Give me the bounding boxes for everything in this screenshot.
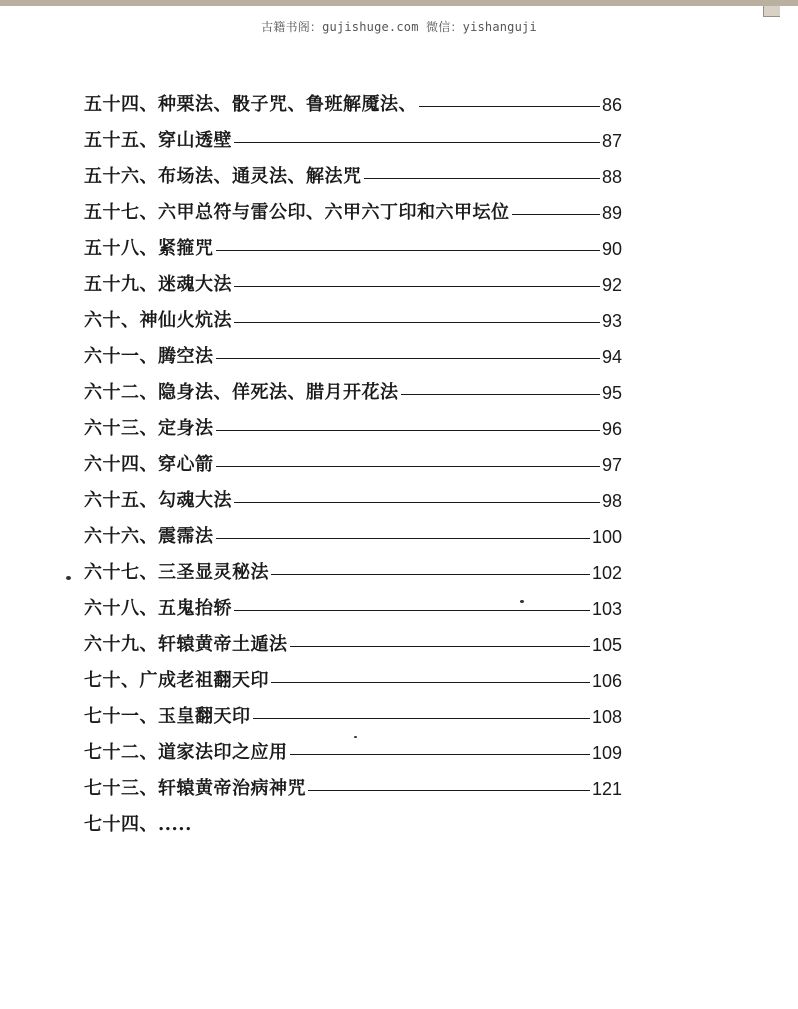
toc-entry-title: 七十四、.....	[84, 814, 192, 835]
toc-page-number: 93	[601, 311, 622, 331]
toc-leader-line	[234, 610, 590, 611]
toc-entry	[84, 260, 622, 296]
scan-top-edge	[0, 0, 798, 6]
toc-entry	[84, 116, 622, 152]
toc-leader-line	[290, 646, 590, 647]
toc-entry-title: 七十一、玉皇翻天印	[84, 706, 251, 727]
toc-entry	[84, 152, 622, 188]
toc-page-number: 89	[601, 203, 622, 223]
toc-leader-line	[419, 106, 600, 107]
toc-entry	[84, 404, 622, 440]
toc-leader-line	[290, 754, 590, 755]
toc-leader-line	[234, 502, 600, 503]
toc-leader-line	[512, 214, 600, 215]
toc-entry-title: 六十八、五鬼抬轿	[84, 598, 232, 619]
toc-page-number: 96	[601, 419, 622, 439]
toc-entry-title: 六十九、轩辕黄帝土遁法	[84, 634, 288, 655]
watermark: 古籍书阁：gujishuge.com 微信：yishanguji	[261, 20, 537, 34]
toc-entry-title: 六十一、腾空法	[84, 346, 214, 367]
toc-leader-line	[234, 322, 600, 323]
toc-entry	[84, 800, 622, 836]
toc-entry-title: 五十七、六甲总符与雷公印、六甲六丁印和六甲坛位	[84, 202, 510, 223]
toc-entry	[84, 512, 622, 548]
toc-entry	[84, 692, 622, 728]
toc-entry-title: 六十七、三圣显灵秘法	[84, 562, 269, 583]
toc-page-number: 102	[591, 563, 622, 583]
toc-page-number: 94	[601, 347, 622, 367]
toc-entry	[84, 728, 622, 764]
toc-entry	[84, 368, 622, 404]
toc-leader-line	[216, 358, 600, 359]
toc-entry-title: 五十九、迷魂大法	[84, 274, 232, 295]
toc-entry	[84, 476, 622, 512]
toc-entry-title: 六十二、隐身法、佯死法、腊月开花法	[84, 382, 399, 403]
toc-entry-title: 六十三、定身法	[84, 418, 214, 439]
toc-entry	[84, 296, 622, 332]
toc-leader-line	[271, 574, 590, 575]
toc-leader-line	[216, 430, 600, 431]
toc-leader-line	[216, 538, 590, 539]
toc-page-number: 98	[601, 491, 622, 511]
toc-entry	[84, 584, 622, 620]
toc-page-number: 97	[601, 455, 622, 475]
toc-entry-title: 七十三、轩辕黄帝治病神咒	[84, 778, 306, 799]
toc-page-number: 92	[601, 275, 622, 295]
toc-leader-line	[401, 394, 600, 395]
toc-leader-line	[364, 178, 600, 179]
toc-leader-line	[234, 142, 600, 143]
toc-page-number: 121	[591, 779, 622, 799]
toc-entry	[84, 548, 622, 584]
toc-entry	[84, 620, 622, 656]
toc-entry-title: 六十五、勾魂大法	[84, 490, 232, 511]
toc-page-number: 103	[591, 599, 622, 619]
toc-entry	[84, 224, 622, 260]
toc-page-number: 108	[591, 707, 622, 727]
toc-entry	[84, 656, 622, 692]
toc-entry-title: 六十六、震霈法	[84, 526, 214, 547]
scan-speck	[66, 576, 71, 580]
toc-entry-title: 七十二、道家法印之应用	[84, 742, 288, 763]
table-of-contents	[84, 80, 622, 836]
toc-entry	[84, 332, 622, 368]
toc-leader-line	[216, 250, 600, 251]
toc-page-number: 86	[601, 95, 622, 115]
toc-page-number: 109	[591, 743, 622, 763]
toc-entry	[84, 188, 622, 224]
toc-leader-line	[234, 286, 600, 287]
scan-speck	[520, 600, 524, 603]
toc-entry-title: 五十五、穿山透壁	[84, 130, 232, 151]
toc-entry-title: 六十、神仙火炕法	[84, 310, 232, 331]
toc-leader-line	[216, 466, 600, 467]
toc-leader-line	[271, 682, 590, 683]
toc-entry-title: 五十四、种栗法、骰子咒、鲁班解魇法、	[84, 94, 417, 115]
toc-entry-title: 六十四、穿心箭	[84, 454, 214, 475]
toc-page-number: 90	[601, 239, 622, 259]
toc-entry	[84, 80, 622, 116]
toc-entry	[84, 440, 622, 476]
toc-entry-title: 七十、广成老祖翻天印	[84, 670, 269, 691]
toc-page-number: 95	[601, 383, 622, 403]
toc-page-number: 100	[591, 527, 622, 547]
toc-page-number: 87	[601, 131, 622, 151]
scan-corner-mark	[763, 6, 780, 17]
toc-entry	[84, 764, 622, 800]
toc-page-number: 105	[591, 635, 622, 655]
toc-entry-title: 五十八、紧箍咒	[84, 238, 214, 259]
toc-leader-line	[253, 718, 590, 719]
toc-page-number: 88	[601, 167, 622, 187]
toc-entry-title: 五十六、布场法、通灵法、解法咒	[84, 166, 362, 187]
toc-leader-line	[308, 790, 590, 791]
scan-speck	[354, 736, 357, 738]
toc-page-number: 106	[591, 671, 622, 691]
